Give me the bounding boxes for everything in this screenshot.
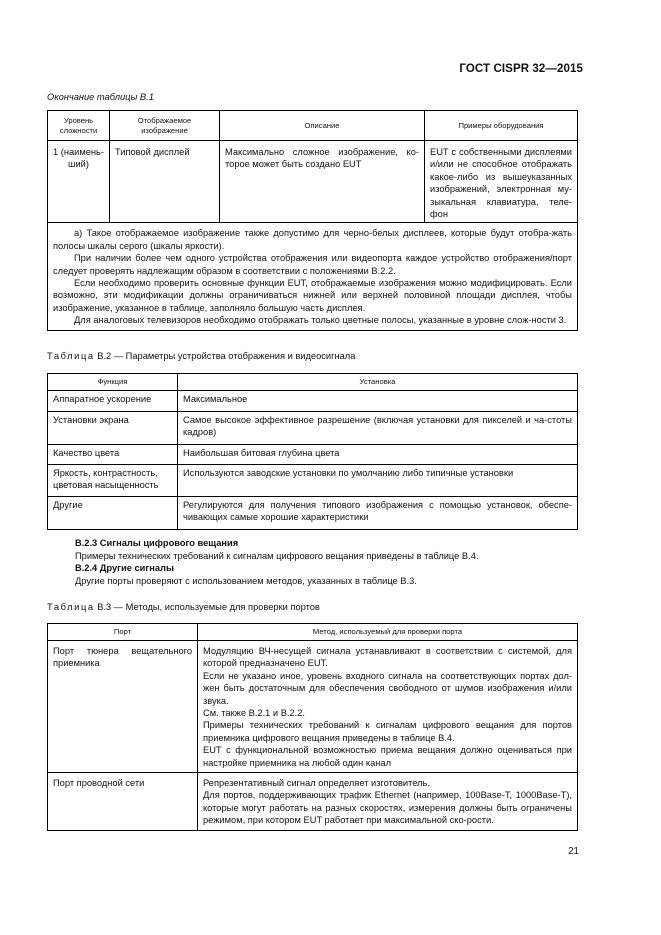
table-row-method xyxy=(198,641,578,773)
table-b1-header-image: Отображаемое изображение xyxy=(110,111,220,141)
table-row-port: Порт тюнера вещательного приемника xyxy=(48,641,198,773)
table-row-function: Яркость, контрастность, цветовая насыщенность xyxy=(48,465,178,497)
table-b1 xyxy=(47,110,578,331)
method-line: EUT с функциональной возможностью приема вещания должно оцениваться при настройке приемника на любой один канал xyxy=(203,745,572,768)
footnote-text: Для аналоговых телевизоров необходимо отображать только цветные полосы, указанные в уровне слож-ности 3. xyxy=(74,315,567,326)
method-line: Репрезентативный сигнал определяет изготовитель. xyxy=(203,778,430,789)
method-line: Примеры технических требований к сигналам цифрового вещания для портов приемника цифрового вещания приведены в таблице В.4. xyxy=(203,720,572,743)
footnote-text: При наличии более чем одного устройства отображения или видеопорта каждое устройство отображения/порт следует проверять надлежащим образом в соответствии с положениями В.2.2. xyxy=(53,253,572,276)
table-b2-header-function: Функция xyxy=(48,374,178,391)
table-row-port: Порт проводной сети xyxy=(48,773,198,831)
table-b1-description: Максимально сложное изображение, ко-торое может быть создано EUT xyxy=(220,141,425,223)
section-b23-text: Примеры технических требований к сигналам цифрового вещания приведены в таблице В.4. xyxy=(75,550,479,561)
table-b2-header-setting: Установка xyxy=(178,374,578,391)
table-row-setting: Максимальное xyxy=(178,391,578,412)
table-b1-image: Типовой дисплей xyxy=(110,141,220,223)
page-number: 21 xyxy=(568,846,579,857)
table-b1-header-description: Описание xyxy=(220,111,425,141)
footnote-text: Если необходимо проверить основные функции EUT, отображаемые изображения можно модифицировать. Если возможно, эти модификации должны ограничиваться нижней или верхней половиной площади дисплея, чтобы изображение, указанное в таблице, заполняло большую часть дисплея. xyxy=(53,278,572,313)
table-b1-header-examples: Примеры оборудования xyxy=(425,111,578,141)
table-b3-caption xyxy=(47,602,320,612)
footnote-a: а) Такое отображаемое изображение также допустимо для черно-белых дисплеев, которые будут отобра-жать полосы шкалы серого (шкалы яркости). xyxy=(53,228,572,251)
section-b23-b24 xyxy=(47,537,578,587)
standard-header: ГОСТ CISPR 32—2015 xyxy=(459,63,583,75)
table-row-function: Аппаратное ускорение xyxy=(48,391,178,412)
table-b1-level: 1 (наимень-ший) xyxy=(48,141,110,223)
table-b2-caption xyxy=(47,351,355,361)
table-b2-caption-text: В.2 — Параметры устройства отображения и видеосигнала xyxy=(97,351,356,361)
table-row-function: Другие xyxy=(48,497,178,530)
method-line: Если не указано иное, уровень входного сигнала на соответствующих портах дол-жен быть достаточным для обеспечения свободного от шумов изображения и/или звука. xyxy=(203,670,572,706)
table-b1-examples: EUT с собственными дисплеями и/или не способное отображать какое-либо из вышеуказанных изображений, электронная му-зыкальная клавиатура, теле-фон xyxy=(425,141,578,223)
table-b2-caption-label: Таблица xyxy=(47,351,95,361)
table-b3-caption-label: Таблица xyxy=(47,602,95,612)
table-b3-header-port: Порт xyxy=(48,624,198,641)
table-row-setting: Используются заводские установки по умолчанию либо типичные установки xyxy=(178,465,578,497)
table-b3 xyxy=(47,623,578,831)
table-b1-header-level: Уровень сложности xyxy=(48,111,110,141)
table-row-function: Установки экрана xyxy=(48,412,178,445)
section-b23-title: В.2.3 Сигналы цифрового вещания xyxy=(75,538,239,548)
table-row-function: Качество цвета xyxy=(48,445,178,465)
section-b24-title: В.2.4 Другие сигналы xyxy=(75,563,174,574)
method-line: Модуляцию ВЧ-несущей сигнала устанавливают в соответствии с системой, для которой предназначено EUT. xyxy=(203,646,572,669)
table-row-method xyxy=(198,773,578,831)
table-row-setting: Регулируются для получения типового изображения с помощью установок, обеспе-чивающих самые хорошие характеристики xyxy=(178,497,578,530)
method-line: См. также В.2.1 и В.2.2. xyxy=(203,708,305,719)
table-b1-footnotes xyxy=(48,223,578,330)
method-line: Для портов, поддерживающих трафик Ethernet (например, 100Base-T, 1000Base-T), которые могут работать на разных скоростях, измерения должны быть ограничены режимом, при котором EUT работает при максимальной ско-рости. xyxy=(203,790,572,826)
table-b3-header-method: Метод, используемый для проверки порта xyxy=(198,624,578,641)
table-b2 xyxy=(47,373,578,530)
section-b24-text: Другие порты проверяют с использованием методов, указанных в таблице В.3. xyxy=(75,575,417,586)
table-row-setting: Самое высокое эффективное разрешение (включая установки для пикселей и ча-стоты кадров) xyxy=(178,412,578,445)
table-row-setting: Наибольшая битовая глубина цвета xyxy=(178,445,578,465)
table-b1-caption: Окончание таблицы В.1 xyxy=(47,92,154,102)
table-b3-caption-text: В.3 — Методы, используемые для проверки портов xyxy=(97,602,320,612)
